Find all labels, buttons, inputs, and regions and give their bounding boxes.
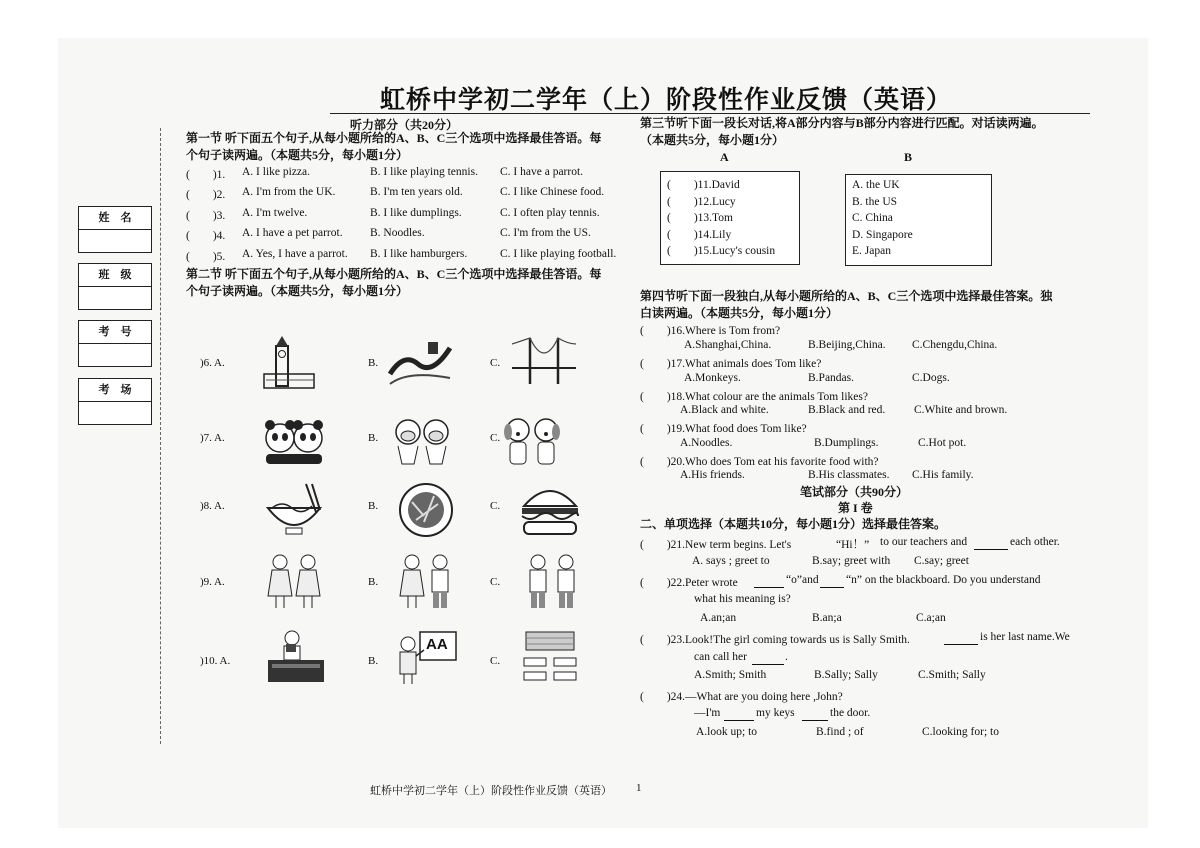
q1-option-a: A. I like pizza. [242, 166, 311, 178]
q23-text-3: can call her [694, 651, 747, 663]
q4-number[interactable]: ( )4. [186, 230, 226, 242]
q7-c-label[interactable]: C. [490, 432, 501, 444]
q8-c-label[interactable]: C. [490, 500, 501, 512]
q1-option-c: C. I have a parrot. [500, 166, 584, 178]
hamburger-picture [518, 482, 582, 540]
sec2-heading-line1: 第二节 听下面五个句子,从每小题所给的A、B、C三个选项中选择最佳答语。每 [186, 267, 602, 281]
match-option-d: D. Singapore [852, 228, 913, 241]
q24-text-3: the door. [830, 707, 871, 719]
q21-blank[interactable] [974, 536, 1008, 550]
q23-line2 [694, 651, 894, 667]
sec1-heading [186, 130, 601, 164]
match-option-a: A. the UK [852, 179, 900, 191]
q8-label[interactable]: )8. A. [200, 500, 225, 512]
q24-option-a: A.look up; to [696, 726, 758, 738]
q18-option-a: A.Black and white. [680, 404, 769, 416]
column-a-label: A [720, 150, 729, 164]
q6-b-label[interactable]: B. [368, 357, 379, 369]
sec3-heading [640, 115, 1044, 149]
q5-option-a: A. Yes, I have a parrot. [242, 248, 348, 260]
q23-option-b: B.Sally; Sally [814, 669, 878, 681]
match-list-b [845, 174, 992, 266]
girl-and-boy-picture [394, 552, 458, 610]
match-item-15[interactable]: ( )15.Lucy's cousin [667, 245, 776, 257]
q24-option-c: C.looking for; to [922, 726, 999, 738]
q21-text-2: to our teachers and [880, 536, 968, 548]
listening-header: 听力部分（共20分） [350, 118, 459, 132]
q4-option-a: A. I have a pet parrot. [242, 227, 343, 239]
sec1-heading-line1: 第一节 听下面五个句子,从每小题所给的A、B、C三个选项中选择最佳答语。每 [186, 131, 602, 145]
q2-number[interactable]: ( )2. [186, 189, 226, 201]
q23-question [640, 631, 1090, 647]
q8-b-label[interactable]: B. [368, 500, 379, 512]
q16-option-a: A.Shanghai,China. [684, 339, 772, 351]
match-item-14[interactable]: ( )14.Lily [667, 228, 732, 241]
title-underline [330, 113, 1090, 114]
q7-label[interactable]: )7. A. [200, 432, 225, 444]
monkeys-picture [390, 410, 454, 468]
q3-option-c: C. I often play tennis. [500, 207, 600, 219]
q24-text-2: my keys [756, 707, 795, 719]
sec3-heading-line2: （本题共5分，每小题1分） [640, 133, 785, 147]
q20-options [680, 469, 1040, 485]
q3-number[interactable]: ( )3. [186, 210, 226, 222]
q20-question[interactable]: ( )20.Who does Tom eat his favorite food with? [640, 456, 879, 468]
big-ben-picture [258, 334, 322, 392]
q1-option-b: B. I like playing tennis. [370, 166, 478, 178]
q21-option-c: C.say; greet [914, 555, 969, 567]
q22-text-2: “n” on the blackboard. Do you understand [846, 574, 1041, 586]
q16-question[interactable]: ( )16.Where is Tom from? [640, 325, 781, 337]
q2-option-b: B. I'm ten years old. [370, 186, 463, 198]
two-boys-picture [520, 552, 584, 610]
match-item-13[interactable]: ( )13.Tom [667, 212, 733, 224]
hot-pot-picture [394, 482, 458, 540]
q19-option-a: A.Noodles. [680, 437, 733, 449]
blackboard-teacher-picture [394, 628, 458, 686]
exam-number-field[interactable] [78, 320, 152, 367]
q16-options [684, 339, 1044, 355]
name-field[interactable] [78, 206, 152, 253]
q10-b-label[interactable]: B. [368, 655, 379, 667]
match-item-12[interactable]: ( )12.Lucy [667, 195, 736, 208]
q24-blank-2[interactable] [802, 707, 828, 721]
q17-option-c: C.Dogs. [912, 372, 950, 384]
q23-options [694, 669, 1034, 685]
q22-question [640, 574, 1090, 590]
q17-options [684, 372, 1044, 388]
q9-b-label[interactable]: B. [368, 576, 379, 588]
q5-number[interactable]: ( )5. [186, 251, 226, 263]
sec2-heading [186, 266, 601, 300]
q3-option-b: B. I like dumplings. [370, 207, 462, 219]
match-list-a [660, 171, 800, 265]
q18-option-c: C.White and brown. [914, 404, 1008, 416]
q9-c-label[interactable]: C. [490, 576, 501, 588]
q24-line2 [694, 707, 894, 723]
q23-blank-1[interactable] [944, 631, 978, 645]
column-b-label: B [904, 150, 913, 164]
q22-option-c: C.a;an [916, 612, 946, 624]
q23-option-c: C.Smith; Sally [918, 669, 986, 681]
dogs-picture [500, 410, 564, 468]
written-part-header: 笔试部分（共90分） [800, 485, 909, 499]
q22-options [700, 612, 1030, 628]
q24-question: ( )24.—What are you doing here ,John? [640, 691, 843, 703]
q21-text-1: ( )21.New term begins. Let's [640, 539, 792, 551]
q24-blank-1[interactable] [724, 707, 754, 721]
q23-option-a: A.Smith; Smith [694, 669, 767, 681]
classroom-picture [518, 628, 582, 686]
q18-option-b: B.Black and red. [808, 404, 886, 416]
exam-room-label: 考 场 [79, 379, 151, 402]
q18-options [680, 404, 1040, 420]
q1-row [186, 166, 636, 182]
page-title: 虹桥中学初二学年（上）阶段性作业反馈（英语） [380, 87, 953, 114]
q7-b-label[interactable]: B. [368, 432, 379, 444]
q3-option-a: A. I'm twelve. [242, 207, 308, 219]
q10-label[interactable]: )10. A. [200, 655, 231, 667]
q2-option-c: C. I like Chinese food. [500, 186, 605, 198]
class-field[interactable] [78, 263, 152, 310]
q18-question[interactable]: ( )18.What colour are the animals Tom likes? [640, 391, 868, 403]
q10-c-label[interactable]: C. [490, 655, 501, 667]
q24-text-1: —I'm [694, 707, 721, 719]
q19-option-b: B.Dumplings. [814, 437, 879, 449]
q5-option-b: B. I like hamburgers. [370, 248, 468, 260]
q2-option-a: A. I'm from the UK. [242, 186, 336, 198]
q23-text-2: is her last name.We [980, 631, 1070, 643]
q2-row [186, 186, 636, 202]
page-footer: 虹桥中学初二学年（上）阶段性作业反馈（英语） [370, 785, 612, 797]
q5-row [186, 248, 636, 264]
page-number: 1 [636, 782, 642, 794]
match-option-e: E. Japan [852, 245, 891, 257]
q19-question[interactable]: ( )19.What food does Tom like? [640, 423, 807, 435]
q22-text-3: what his meaning is? [694, 593, 791, 605]
q21-quote: “Hi！” [836, 539, 870, 551]
q24-option-b: B.find ; of [816, 726, 864, 738]
sec4-heading [640, 288, 1052, 322]
q19-option-c: C.Hot pot. [918, 437, 967, 449]
teacher-at-desk-picture [264, 628, 328, 686]
q23-period: . [785, 651, 788, 663]
sec4-heading-line1: 第四节听下面一段独白,从每小题所给的A、B、C三个选项中选择最佳答案。独 [640, 289, 1053, 303]
q21-option-b: B.say; greet with [812, 555, 891, 567]
sec1-heading-line2: 个句子读两遍。（本题共5分，每小题1分） [186, 148, 409, 162]
q23-text-1: ( )23.Look!The girl coming towards us is Sally Smith. [640, 634, 910, 646]
sec2-heading-line2: 个句子读两遍。（本题共5分，每小题1分） [186, 284, 409, 298]
q4-option-c: C. I'm from the US. [500, 227, 591, 239]
q20-option-a: A.His friends. [680, 469, 745, 481]
q22-letter-o: “o”and [786, 574, 819, 586]
class-label: 班 级 [79, 264, 151, 287]
q4-row [186, 227, 636, 243]
exam-number-label: 考 号 [79, 321, 151, 344]
blackboard-text: AA [426, 636, 448, 653]
q22-blank-1[interactable] [754, 574, 784, 588]
q21-options [692, 555, 1032, 571]
q17-option-a: A.Monkeys. [684, 372, 741, 384]
golden-gate-bridge-picture [512, 334, 576, 392]
q20-option-c: C.His family. [912, 469, 974, 481]
q1-number[interactable]: ( )1. [186, 169, 226, 181]
q16-option-c: C.Chengdu,China. [912, 339, 998, 351]
q20-option-b: B.His classmates. [808, 469, 890, 481]
single-choice-title: 二、单项选择（本题共10分，每小题1分）选择最佳答案。 [640, 517, 947, 531]
q4-option-b: B. Noodles. [370, 227, 425, 239]
name-label: 姓 名 [79, 207, 151, 230]
two-girls-picture [262, 552, 326, 610]
q23-blank-2[interactable] [752, 651, 784, 665]
great-wall-picture [388, 334, 452, 392]
q19-options [680, 437, 1040, 453]
q9-label[interactable]: )9. A. [200, 576, 225, 588]
q22-option-b: B.an;a [812, 612, 842, 624]
exam-room-field[interactable] [78, 378, 152, 425]
q22-option-a: A.an;an [700, 612, 737, 624]
q22-blank-2[interactable] [820, 574, 844, 588]
q22-text-1: ( )22.Peter wrote [640, 577, 738, 589]
volume-label: 第 I 卷 [838, 501, 873, 515]
sec4-heading-line2: 白读两遍。（本题共5分，每小题1分） [640, 306, 839, 320]
match-item-11[interactable]: ( )11.David [667, 179, 740, 191]
binding-line [160, 128, 161, 744]
q6-label[interactable]: )6. A. [200, 357, 225, 369]
q6-c-label[interactable]: C. [490, 357, 501, 369]
q16-option-b: B.Beijing,China. [808, 339, 886, 351]
q5-option-c: C. I like playing football. [500, 248, 617, 260]
q21-option-a: A. says ; greet to [692, 555, 770, 567]
q17-option-b: B.Pandas. [808, 372, 854, 384]
q3-row [186, 207, 636, 223]
sec3-heading-line1: 第三节听下面一段长对话,将A部分内容与B部分内容进行匹配。对话读两遍。 [640, 116, 1044, 130]
q21-question [640, 536, 1090, 552]
q21-text-3: each other. [1010, 536, 1060, 548]
match-option-c: C. China [852, 212, 893, 224]
match-option-b: B. the US [852, 195, 898, 208]
q17-question[interactable]: ( )17.What animals does Tom like? [640, 358, 822, 370]
q24-options [696, 726, 1036, 742]
pandas-picture [262, 410, 326, 468]
noodles-picture [262, 482, 326, 540]
